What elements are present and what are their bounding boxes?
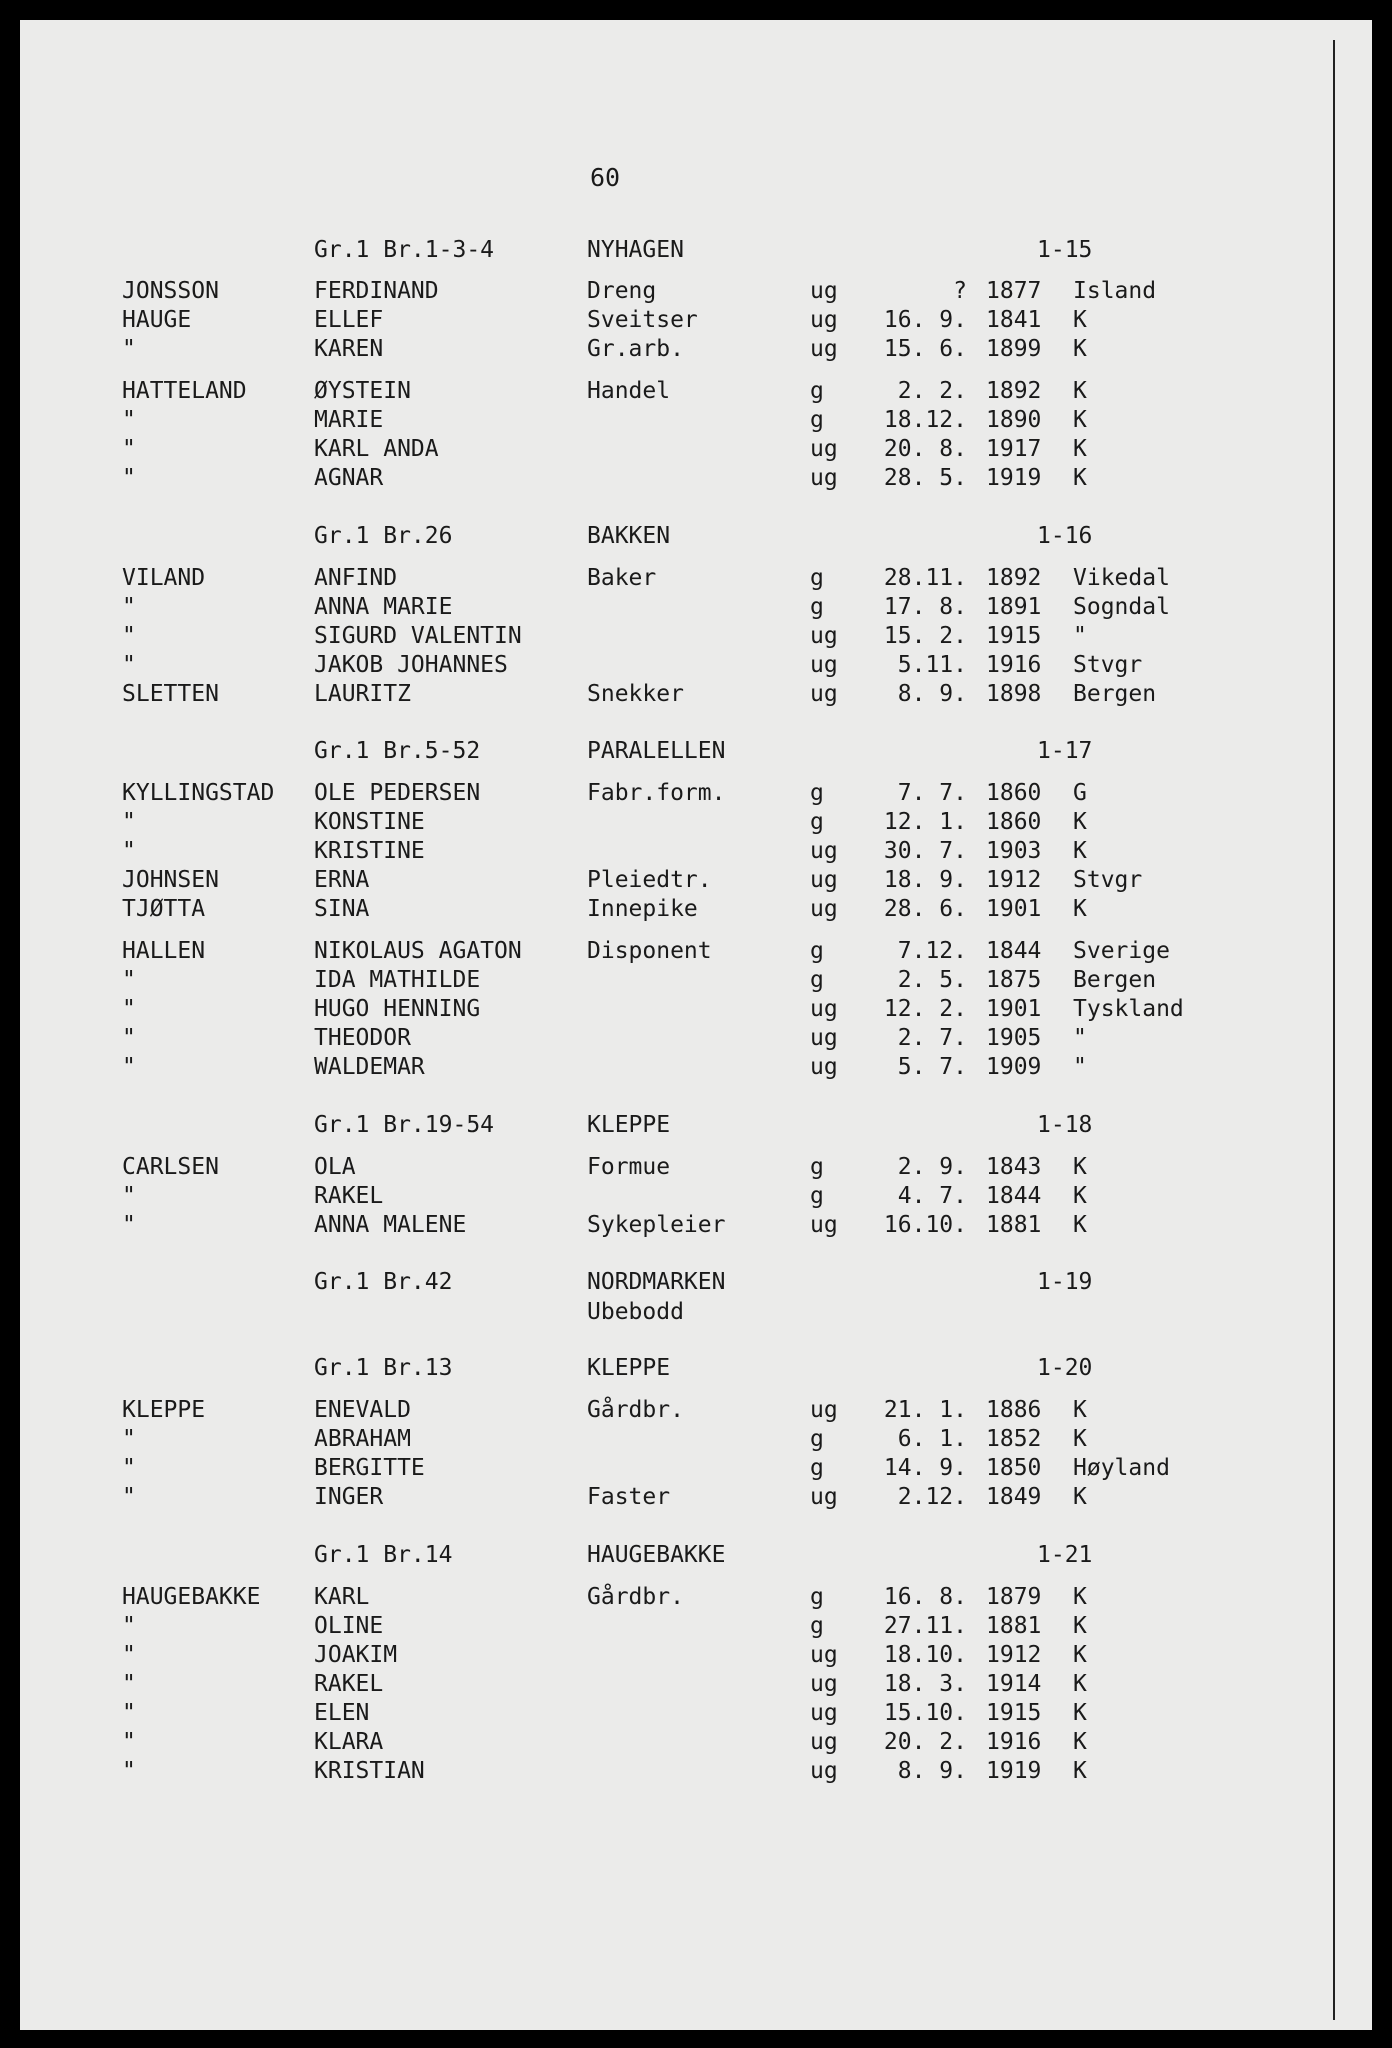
section-number: 1-18 <box>1037 1112 1093 1138</box>
birth-year: 1844 <box>986 1183 1042 1209</box>
surname: " <box>122 1613 136 1639</box>
surname: KYLLINGSTAD <box>122 780 275 806</box>
occupation: Gr.arb. <box>587 336 684 362</box>
person-row <box>0 866 1300 894</box>
surname: HATTELAND <box>122 378 247 404</box>
surname: " <box>122 1426 136 1452</box>
birth-date: 12. 2. <box>883 996 967 1022</box>
birth-year: 1899 <box>986 336 1042 362</box>
first-name: OLE PEDERSEN <box>314 780 481 806</box>
birth-year: 1841 <box>986 307 1042 333</box>
marital-status: ug <box>810 1758 838 1784</box>
person-row <box>0 808 1300 836</box>
farm-name: BAKKEN <box>587 523 671 549</box>
birth-date: 20. 8. <box>883 436 967 462</box>
person-row <box>0 622 1300 650</box>
person-row <box>0 435 1300 463</box>
surname: HAUGEBAKKE <box>122 1584 261 1610</box>
section-number: 1-16 <box>1037 523 1093 549</box>
group-reference: Gr.1 Br.42 <box>314 1269 453 1295</box>
group-reference: Gr.1 Br.5-52 <box>314 738 481 764</box>
surname: " <box>122 623 136 649</box>
farm-name: PARALELLEN <box>587 738 726 764</box>
birth-date: 7. 7. <box>897 780 967 806</box>
birth-place: Stvgr <box>1073 652 1143 678</box>
occupation: Faster <box>587 1484 671 1510</box>
birth-year: 1903 <box>986 838 1042 864</box>
birth-place: K <box>1073 1642 1087 1668</box>
marital-status: ug <box>810 1671 838 1697</box>
birth-date: 18.12. <box>883 407 967 433</box>
person-row <box>0 1153 1300 1181</box>
birth-date: 4. 7. <box>897 1183 967 1209</box>
birth-year: 1919 <box>986 1758 1042 1784</box>
birth-date: 2. 9. <box>897 1154 967 1180</box>
birth-place: K <box>1073 1729 1087 1755</box>
person-row <box>0 1454 1300 1482</box>
birth-date: 7.12. <box>897 938 967 964</box>
farm-name: NORDMARKEN <box>587 1269 726 1295</box>
first-name: RAKEL <box>314 1183 384 1209</box>
marital-status: ug <box>810 436 838 462</box>
birth-date: 21. 1. <box>883 1397 967 1423</box>
surname: HAUGE <box>122 307 192 333</box>
birth-place: " <box>1073 623 1087 649</box>
section-number: 1-19 <box>1037 1269 1093 1295</box>
marital-status: ug <box>810 336 838 362</box>
surname: " <box>122 1183 136 1209</box>
group-reference: Gr.1 Br.1-3-4 <box>314 237 495 263</box>
birth-date: 28.11. <box>883 565 967 591</box>
occupation: Pleiedtr. <box>587 867 712 893</box>
birth-date: 30. 7. <box>883 838 967 864</box>
birth-place: K <box>1073 1154 1087 1180</box>
occupation: Gårdbr. <box>587 1584 684 1610</box>
marital-status: ug <box>810 996 838 1022</box>
surname: HALLEN <box>122 938 206 964</box>
birth-place: G <box>1073 780 1087 806</box>
first-name: MARIE <box>314 407 384 433</box>
section-header <box>0 1541 1300 1569</box>
person-row <box>0 1053 1300 1081</box>
first-name: NIKOLAUS AGATON <box>314 938 522 964</box>
marital-status: g <box>810 407 824 433</box>
marital-status: ug <box>810 896 838 922</box>
marital-status: g <box>810 594 824 620</box>
surname: " <box>122 1642 136 1668</box>
marital-status: g <box>810 1426 824 1452</box>
surname: " <box>122 967 136 993</box>
section-header <box>0 737 1300 765</box>
occupation: Gårdbr. <box>587 1397 684 1423</box>
first-name: LAURITZ <box>314 681 411 707</box>
person-row <box>0 277 1300 305</box>
page-number: 60 <box>590 163 621 192</box>
first-name: FERDINAND <box>314 278 439 304</box>
first-name: RAKEL <box>314 1671 384 1697</box>
person-row <box>0 1483 1300 1511</box>
birth-year: 1905 <box>986 1025 1042 1051</box>
group-reference: Gr.1 Br.19-54 <box>314 1112 495 1138</box>
birth-place: Bergen <box>1073 681 1157 707</box>
birth-year: 1916 <box>986 1729 1042 1755</box>
surname: " <box>122 436 136 462</box>
birth-place: K <box>1073 407 1087 433</box>
first-name: KARL <box>314 1584 370 1610</box>
birth-year: 1901 <box>986 996 1042 1022</box>
birth-place: K <box>1073 809 1087 835</box>
section-number: 1-15 <box>1037 237 1093 263</box>
birth-place: " <box>1073 1025 1087 1051</box>
marital-status: g <box>810 1584 824 1610</box>
birth-year: 1909 <box>986 1054 1042 1080</box>
group-reference: Gr.1 Br.13 <box>314 1355 453 1381</box>
marital-status: g <box>810 1613 824 1639</box>
occupation: Handel <box>587 378 671 404</box>
birth-place: K <box>1073 896 1087 922</box>
person-row <box>0 335 1300 363</box>
surname: " <box>122 1700 136 1726</box>
birth-place: Bergen <box>1073 967 1157 993</box>
first-name: ABRAHAM <box>314 1426 411 1452</box>
birth-place: K <box>1073 378 1087 404</box>
birth-date: 2. 7. <box>897 1025 967 1051</box>
birth-year: 1852 <box>986 1426 1042 1452</box>
birth-date: 18. 3. <box>883 1671 967 1697</box>
person-row <box>0 937 1300 965</box>
marital-status: g <box>810 565 824 591</box>
first-name: KRISTIAN <box>314 1758 425 1784</box>
group-reference: Gr.1 Br.26 <box>314 523 453 549</box>
surname: SLETTEN <box>122 681 219 707</box>
person-row <box>0 1641 1300 1669</box>
birth-year: 1877 <box>986 278 1042 304</box>
birth-place: K <box>1073 307 1087 333</box>
person-row <box>0 1699 1300 1727</box>
birth-year: 1849 <box>986 1484 1042 1510</box>
person-row <box>0 779 1300 807</box>
first-name: INGER <box>314 1484 384 1510</box>
birth-date: 14. 9. <box>883 1455 967 1481</box>
first-name: ENEVALD <box>314 1397 411 1423</box>
person-row <box>0 1670 1300 1698</box>
surname: " <box>122 1455 136 1481</box>
marital-status: ug <box>810 838 838 864</box>
birth-year: 1843 <box>986 1154 1042 1180</box>
occupation: Dreng <box>587 278 657 304</box>
section-number: 1-17 <box>1037 738 1093 764</box>
section-header <box>0 1354 1300 1382</box>
marital-status: g <box>810 780 824 806</box>
person-row <box>0 1583 1300 1611</box>
birth-date: 5. 7. <box>897 1054 967 1080</box>
first-name: ELEN <box>314 1700 370 1726</box>
birth-year: 1879 <box>986 1584 1042 1610</box>
marital-status: ug <box>810 1484 838 1510</box>
farm-name: KLEPPE <box>587 1112 671 1138</box>
birth-date: 16.10. <box>883 1212 967 1238</box>
occupation: Fabr.form. <box>587 780 726 806</box>
section-header <box>0 1268 1300 1325</box>
birth-date: 15.10. <box>883 1700 967 1726</box>
birth-place: K <box>1073 1484 1087 1510</box>
surname: JOHNSEN <box>122 867 219 893</box>
first-name: OLINE <box>314 1613 384 1639</box>
first-name: AGNAR <box>314 465 384 491</box>
person-row <box>0 377 1300 405</box>
surname: " <box>122 996 136 1022</box>
marital-status: ug <box>810 465 838 491</box>
birth-place: Sverige <box>1073 938 1170 964</box>
birth-place: Island <box>1073 278 1157 304</box>
birth-place: K <box>1073 1426 1087 1452</box>
surname: VILAND <box>122 565 206 591</box>
birth-place: " <box>1073 1054 1087 1080</box>
section-header <box>0 236 1300 264</box>
marital-status: ug <box>810 1729 838 1755</box>
birth-date: 16. 8. <box>883 1584 967 1610</box>
person-row <box>0 837 1300 865</box>
surname: " <box>122 1025 136 1051</box>
marital-status: g <box>810 809 824 835</box>
first-name: ELLEF <box>314 307 384 333</box>
occupation: Sykepleier <box>587 1212 726 1238</box>
marital-status: ug <box>810 623 838 649</box>
first-name: JOAKIM <box>314 1642 398 1668</box>
birth-date: 8. 9. <box>897 681 967 707</box>
birth-year: 1892 <box>986 565 1042 591</box>
surname: JONSSON <box>122 278 219 304</box>
birth-year: 1912 <box>986 1642 1042 1668</box>
person-row <box>0 680 1300 708</box>
first-name: HUGO HENNING <box>314 996 481 1022</box>
first-name: KARL ANDA <box>314 436 439 462</box>
marital-status: ug <box>810 1397 838 1423</box>
occupation: Snekker <box>587 681 684 707</box>
person-row <box>0 1757 1300 1785</box>
birth-year: 1919 <box>986 465 1042 491</box>
birth-place: K <box>1073 1671 1087 1697</box>
first-name: IDA MATHILDE <box>314 967 481 993</box>
birth-place: Tyskland <box>1073 996 1184 1022</box>
birth-place: K <box>1073 1584 1087 1610</box>
birth-year: 1916 <box>986 652 1042 678</box>
birth-date: 2.12. <box>897 1484 967 1510</box>
person-row <box>0 651 1300 679</box>
person-row <box>0 1425 1300 1453</box>
section-number: 1-20 <box>1037 1355 1093 1381</box>
surname: " <box>122 652 136 678</box>
first-name: OLA <box>314 1154 356 1180</box>
section-header <box>0 522 1300 550</box>
marital-status: ug <box>810 867 838 893</box>
birth-date: 8. 9. <box>897 1758 967 1784</box>
farm-name: KLEPPE <box>587 1355 671 1381</box>
birth-date: 18. 9. <box>883 867 967 893</box>
surname: " <box>122 465 136 491</box>
surname: " <box>122 1671 136 1697</box>
birth-year: 1881 <box>986 1613 1042 1639</box>
occupation: Formue <box>587 1154 671 1180</box>
farm-name: NYHAGEN <box>587 237 684 263</box>
first-name: BERGITTE <box>314 1455 425 1481</box>
birth-year: 1914 <box>986 1671 1042 1697</box>
section-header <box>0 1111 1300 1139</box>
surname: " <box>122 1054 136 1080</box>
birth-date: 2. 2. <box>897 378 967 404</box>
marital-status: g <box>810 378 824 404</box>
section-number: 1-21 <box>1037 1542 1093 1568</box>
surname: " <box>122 594 136 620</box>
marital-status: g <box>810 1183 824 1209</box>
birth-date: 17. 8. <box>883 594 967 620</box>
birth-place: K <box>1073 336 1087 362</box>
first-name: ANNA MALENE <box>314 1212 467 1238</box>
birth-place: Sogndal <box>1073 594 1170 620</box>
first-name: SIGURD VALENTIN <box>314 623 522 649</box>
birth-date: 6. 1. <box>897 1426 967 1452</box>
birth-place: K <box>1073 436 1087 462</box>
birth-year: 1901 <box>986 896 1042 922</box>
birth-year: 1891 <box>986 594 1042 620</box>
birth-year: 1875 <box>986 967 1042 993</box>
marital-status: ug <box>810 1212 838 1238</box>
birth-place: K <box>1073 1397 1087 1423</box>
birth-year: 1860 <box>986 780 1042 806</box>
first-name: ANFIND <box>314 565 398 591</box>
marital-status: ug <box>810 681 838 707</box>
surname: " <box>122 407 136 433</box>
marital-status: ug <box>810 652 838 678</box>
birth-date: 15. 6. <box>883 336 967 362</box>
birth-date: 27.11. <box>883 1613 967 1639</box>
marital-status: ug <box>810 307 838 333</box>
birth-year: 1844 <box>986 938 1042 964</box>
surname: " <box>122 1758 136 1784</box>
first-name: THEODOR <box>314 1025 411 1051</box>
marital-status: g <box>810 1154 824 1180</box>
first-name: ERNA <box>314 867 370 893</box>
occupation: Baker <box>587 565 657 591</box>
birth-year: 1850 <box>986 1455 1042 1481</box>
first-name: SINA <box>314 896 370 922</box>
first-name: WALDEMAR <box>314 1054 425 1080</box>
birth-place: Stvgr <box>1073 867 1143 893</box>
birth-place: K <box>1073 1183 1087 1209</box>
surname: KLEPPE <box>122 1397 206 1423</box>
marital-status: ug <box>810 1025 838 1051</box>
birth-date: ? <box>953 278 967 304</box>
occupation: Sveitser <box>587 307 698 333</box>
surname: " <box>122 838 136 864</box>
person-row <box>0 564 1300 592</box>
first-name: KONSTINE <box>314 809 425 835</box>
person-row <box>0 1612 1300 1640</box>
page-edge-rule <box>1333 40 1335 2020</box>
birth-year: 1892 <box>986 378 1042 404</box>
person-row <box>0 995 1300 1023</box>
marital-status: g <box>810 967 824 993</box>
marital-status: ug <box>810 278 838 304</box>
person-row <box>0 593 1300 621</box>
first-name: KRISTINE <box>314 838 425 864</box>
person-row <box>0 1024 1300 1052</box>
birth-year: 1898 <box>986 681 1042 707</box>
birth-date: 28. 5. <box>883 465 967 491</box>
surname: " <box>122 1729 136 1755</box>
marital-status: ug <box>810 1700 838 1726</box>
birth-date: 2. 5. <box>897 967 967 993</box>
birth-place: K <box>1073 1212 1087 1238</box>
first-name: KLARA <box>314 1729 384 1755</box>
birth-place: Vikedal <box>1073 565 1170 591</box>
birth-place: K <box>1073 1758 1087 1784</box>
birth-place: Høyland <box>1073 1455 1170 1481</box>
birth-place: K <box>1073 1700 1087 1726</box>
group-reference: Gr.1 Br.14 <box>314 1542 453 1568</box>
birth-place: K <box>1073 1613 1087 1639</box>
surname: TJØTTA <box>122 896 206 922</box>
person-row <box>0 464 1300 492</box>
person-row <box>0 966 1300 994</box>
person-row <box>0 1396 1300 1424</box>
birth-year: 1886 <box>986 1397 1042 1423</box>
surname: " <box>122 1484 136 1510</box>
person-row <box>0 895 1300 923</box>
birth-date: 16. 9. <box>883 307 967 333</box>
birth-year: 1915 <box>986 623 1042 649</box>
occupation: Innepike <box>587 896 698 922</box>
person-row <box>0 306 1300 334</box>
birth-place: K <box>1073 838 1087 864</box>
birth-year: 1890 <box>986 407 1042 433</box>
marital-status: g <box>810 938 824 964</box>
first-name: KAREN <box>314 336 384 362</box>
surname: CARLSEN <box>122 1154 219 1180</box>
birth-date: 20. 2. <box>883 1729 967 1755</box>
first-name: ANNA MARIE <box>314 594 453 620</box>
birth-year: 1881 <box>986 1212 1042 1238</box>
farm-name: HAUGEBAKKE <box>587 1542 726 1568</box>
marital-status: g <box>810 1455 824 1481</box>
person-row <box>0 1211 1300 1239</box>
birth-place: K <box>1073 465 1087 491</box>
surname: " <box>122 1212 136 1238</box>
birth-year: 1860 <box>986 809 1042 835</box>
marital-status: ug <box>810 1054 838 1080</box>
birth-year: 1915 <box>986 1700 1042 1726</box>
birth-year: 1917 <box>986 436 1042 462</box>
person-row <box>0 1728 1300 1756</box>
person-row <box>0 406 1300 434</box>
birth-year: 1912 <box>986 867 1042 893</box>
occupation: Disponent <box>587 938 712 964</box>
surname: " <box>122 336 136 362</box>
birth-date: 15. 2. <box>883 623 967 649</box>
first-name: JAKOB JOHANNES <box>314 652 508 678</box>
birth-date: 28. 6. <box>883 896 967 922</box>
surname: " <box>122 809 136 835</box>
section-note: Ubebodd <box>587 1299 684 1325</box>
birth-date: 12. 1. <box>883 809 967 835</box>
marital-status: ug <box>810 1642 838 1668</box>
person-row <box>0 1182 1300 1210</box>
birth-date: 5.11. <box>897 652 967 678</box>
first-name: ØYSTEIN <box>314 378 411 404</box>
birth-date: 18.10. <box>883 1642 967 1668</box>
